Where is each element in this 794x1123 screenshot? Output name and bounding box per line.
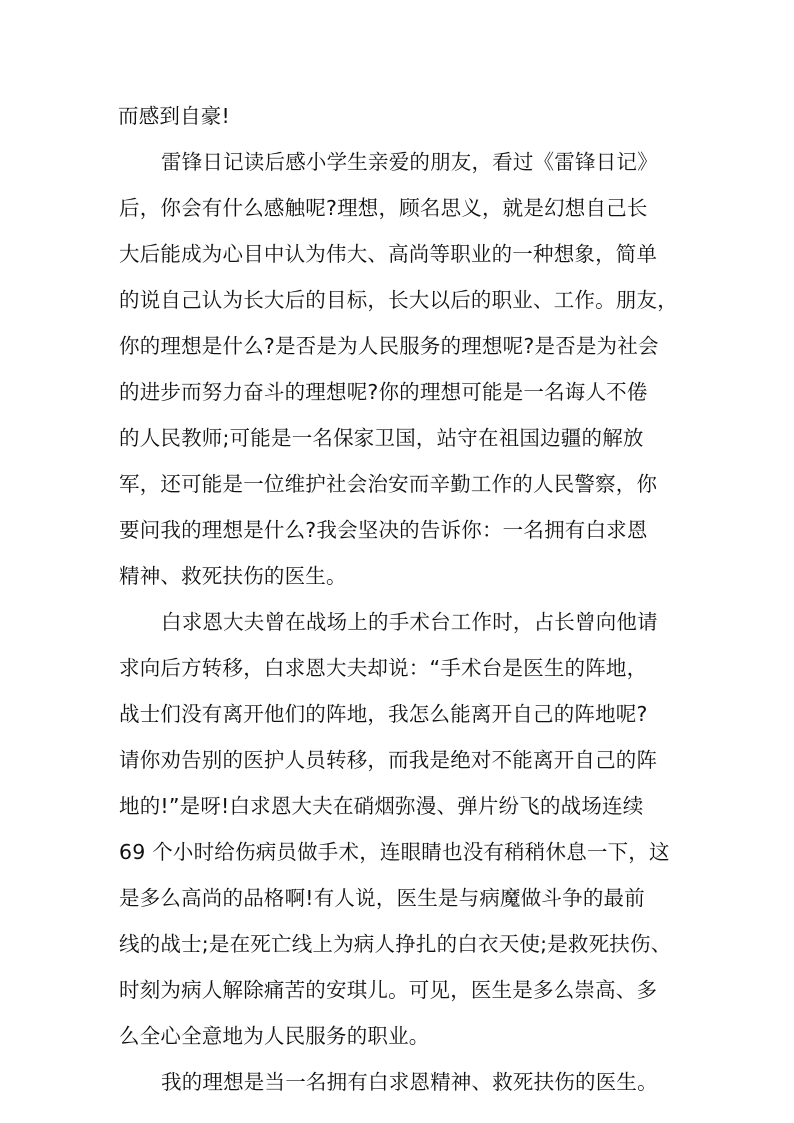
- text-line-22: 我的理想是当一名拥有白求恩精神、救死扶伤的医生。: [161, 1070, 658, 1094]
- text-line-14: 战士们没有离开他们的阵地，我怎么能离开自己的阵地呢?: [119, 702, 648, 726]
- text-line-2: 雷锋日记读后感小学生亲爱的朋友，看过《雷锋日记》: [161, 150, 658, 174]
- text-line-18: 是多么高尚的品格啊!有人说，医生是与病魔做斗争的最前: [119, 886, 645, 910]
- text-line-5: 的说自己认为长大后的目标，长大以后的职业、工作。朋友，: [119, 288, 678, 312]
- text-line-13: 求向后方转移，白求恩大夫却说：“手术台是医生的阵地，: [119, 656, 648, 680]
- text-line-20: 时刻为病人解除痛苦的安琪儿。可见，医生是多么崇高、多: [119, 978, 658, 1002]
- text-line-15: 请你劝告别的医护人员转移，而我是绝对不能离开自己的阵: [119, 748, 658, 772]
- text-line-11: 精神、救死扶伤的医生。: [119, 564, 347, 588]
- text-line-1: 而感到自豪!: [118, 104, 230, 128]
- text-line-12: 白求恩大夫曾在战场上的手术台工作时，占长曾向他请: [161, 610, 658, 634]
- text-line-4: 大后能成为心目中认为伟大、高尚等职业的一种想象，简单: [119, 242, 658, 266]
- text-line-6: 你的理想是什么?是否是为人民服务的理想呢?是否是为社会: [119, 334, 659, 358]
- text-line-7: 的进步而努力奋斗的理想呢?你的理想可能是一名诲人不倦: [119, 380, 648, 404]
- text-line-19: 线的战士;是在死亡线上为病人挣扎的白衣天使;是救死扶伤、: [119, 932, 672, 956]
- text-line-10: 要问我的理想是什么?我会坚决的告诉你：一名拥有白求恩: [119, 518, 648, 542]
- text-line-9: 军，还可能是一位维护社会治安而辛勤工作的人民警察，你: [119, 472, 658, 496]
- text-line-3: 后，你会有什么感触呢?理想，顾名思义，就是幻想自己长: [119, 196, 648, 220]
- text-line-17: 69 个小时给伤病员做手术，连眼睛也没有稍稍休息一下，这: [119, 840, 670, 864]
- text-line-8: 的人民教师;可能是一名保家卫国，站守在祖国边疆的解放: [119, 426, 644, 450]
- text-line-21: 么全心全意地为人民服务的职业。: [119, 1024, 430, 1048]
- text-line-16: 地的!”是呀!白求恩大夫在硝烟弥漫、弹片纷飞的战场连续: [119, 794, 644, 818]
